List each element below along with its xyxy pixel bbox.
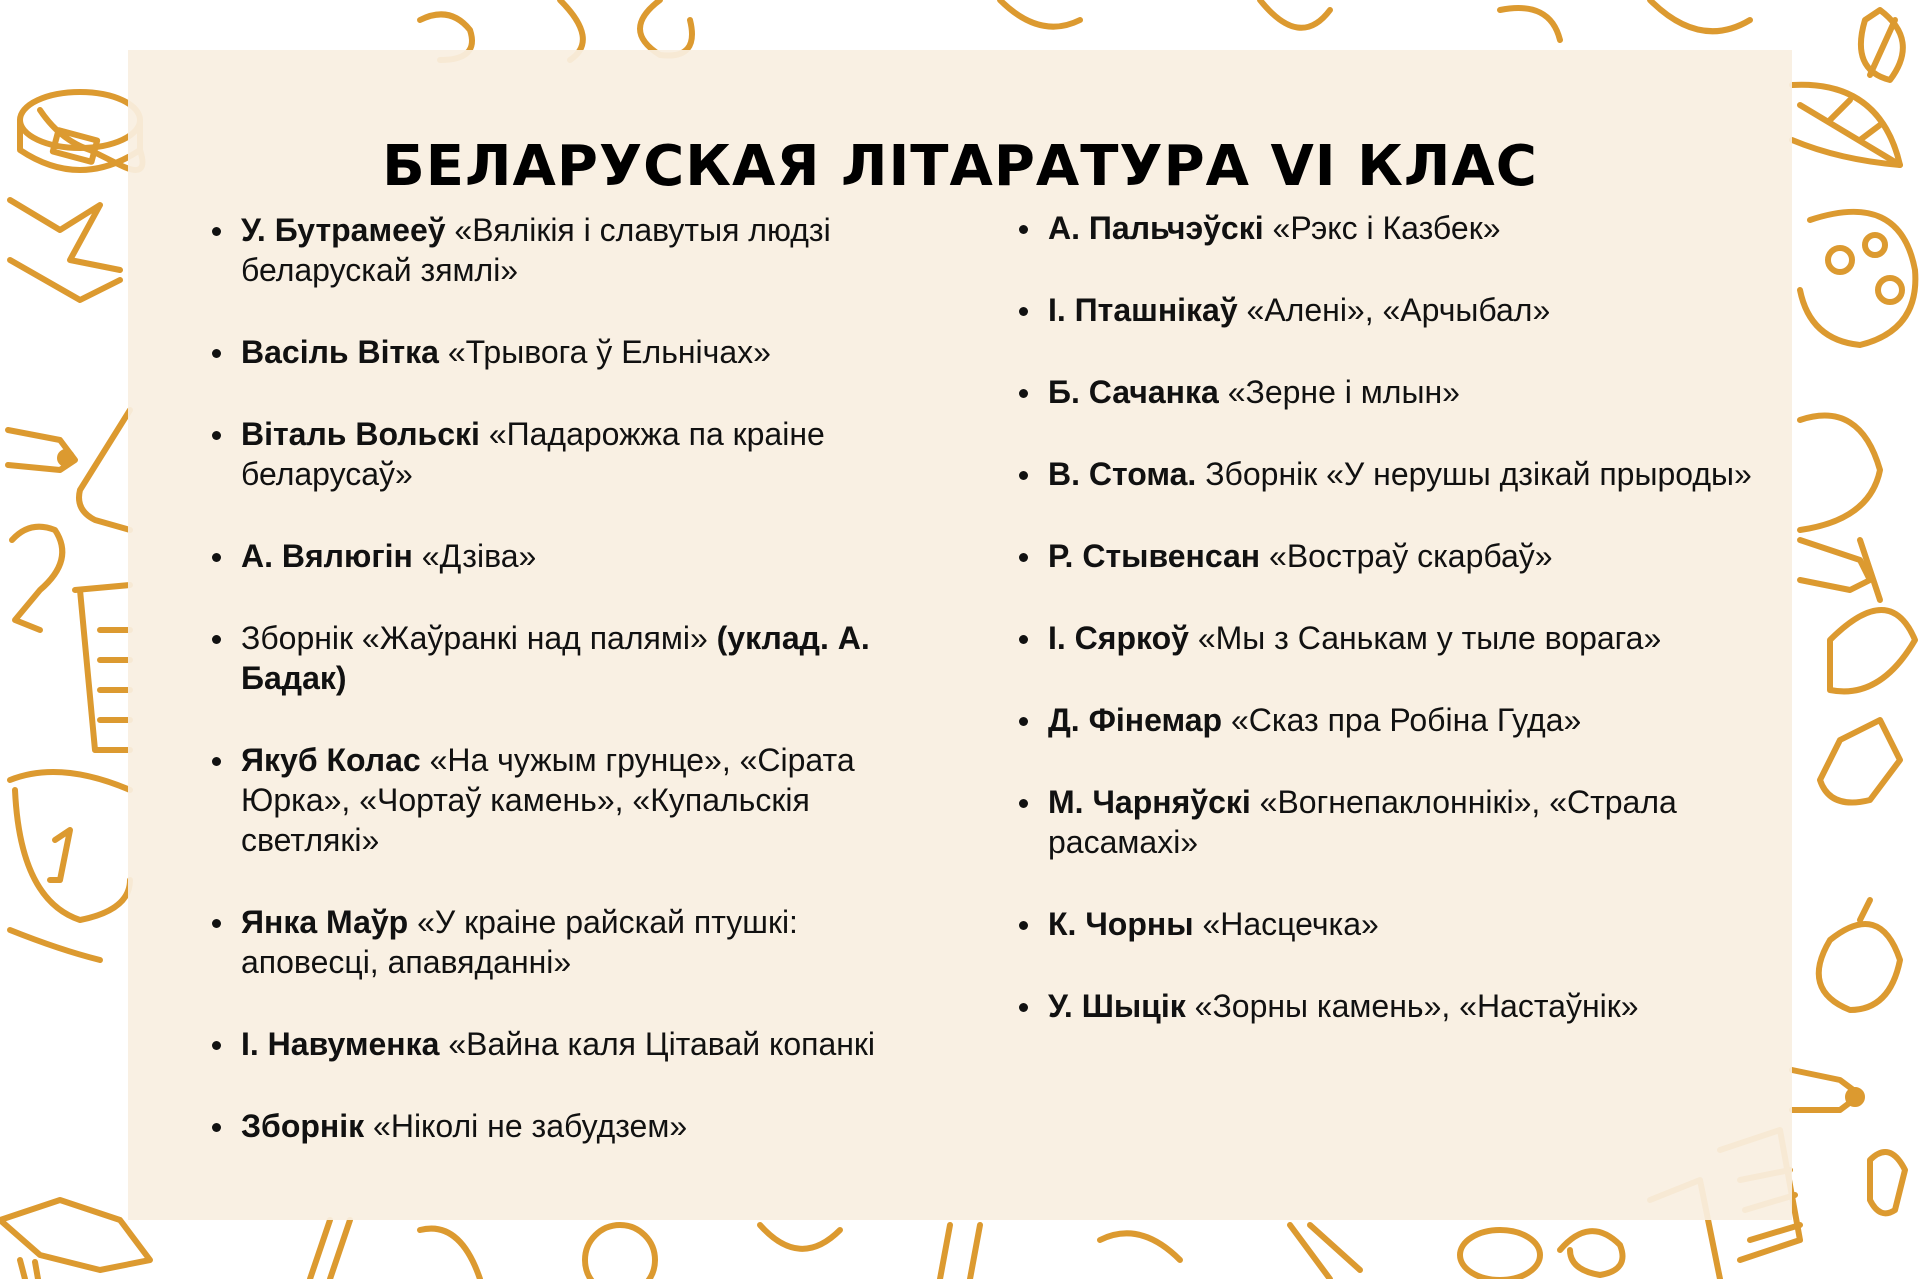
leaf-icon	[1830, 610, 1915, 691]
bullet-icon	[1019, 1003, 1028, 1012]
work-title: «Трывога ў Ельнічах»	[438, 334, 771, 370]
bullet-icon	[1019, 717, 1028, 726]
list-item	[1019, 208, 1759, 248]
list-item	[1019, 290, 1759, 330]
author-name: А. Вялюгін	[241, 538, 413, 574]
bullet-icon	[212, 349, 221, 358]
work-title: «Мы з Санькам у тыле ворага»	[1188, 620, 1662, 656]
bullet-icon	[1019, 389, 1028, 398]
work-title: «Востраў скарбаў»	[1260, 538, 1553, 574]
paperclip-icon	[420, 1229, 480, 1279]
author-name: Зборнік	[241, 1108, 365, 1144]
list-item	[1019, 536, 1759, 576]
work-title: «Насцечка»	[1193, 906, 1379, 942]
list-item	[212, 414, 932, 494]
left-reading-list	[212, 210, 932, 1146]
trophy-cup-icon	[10, 772, 130, 960]
work-title: «Вялікія і славутыя людзі беларускай зямлі»	[241, 212, 831, 288]
author-name: В. Стома.	[1048, 456, 1197, 492]
author-name: Якуб Колас	[241, 742, 421, 778]
list-item	[212, 332, 932, 372]
pencil-icon	[1792, 1070, 1862, 1110]
author-name: І. Навуменка	[241, 1026, 440, 1062]
bullet-icon	[212, 635, 221, 644]
author-name: М. Чарняўскі	[1048, 784, 1251, 820]
scissors-icon	[1290, 1225, 1360, 1279]
work-title: Зборнік «У нерушы дзікай прыроды»	[1196, 456, 1752, 492]
list-item	[212, 536, 932, 576]
work-title: «Дзіва»	[412, 538, 537, 574]
letter-a-icon	[1560, 1231, 1623, 1275]
circle-doodle	[640, 0, 692, 56]
bullet-icon	[212, 431, 221, 440]
bullet-icon	[1019, 921, 1028, 930]
apple-icon	[1819, 900, 1900, 1010]
list-item	[1019, 782, 1759, 862]
work-title: «Зерне і млын»	[1218, 374, 1460, 410]
work-title: «Рэкс і Казбек»	[1263, 210, 1501, 246]
list-item	[212, 210, 932, 290]
list-item	[212, 740, 932, 860]
work-title: «Вайна каля Цітавай копанкі	[439, 1026, 876, 1062]
smile-doodle	[760, 1225, 840, 1249]
list-item	[212, 1024, 932, 1064]
bullet-icon	[212, 919, 221, 928]
palette-icon	[1800, 212, 1915, 345]
list-item	[1019, 904, 1759, 944]
work-title: «Падарожжа па краіне беларусаў»	[241, 416, 825, 492]
author-name: У. Шыцік	[1048, 988, 1186, 1024]
bullet-icon	[1019, 471, 1028, 480]
leaf-icon	[1100, 1233, 1180, 1260]
bullet-icon	[1019, 553, 1028, 562]
author-name: Янка Маўр	[241, 904, 409, 940]
bullet-icon	[1019, 799, 1028, 808]
pencil-icon	[940, 1225, 980, 1279]
bullet-icon	[212, 757, 221, 766]
work-title: «Вогнепаклоннікі», «Страла расамахі»	[1048, 784, 1677, 860]
bullet-icon	[1019, 307, 1028, 316]
author-name: Р. Стывенсан	[1048, 538, 1261, 574]
list-item	[1019, 454, 1759, 494]
leaf-icon	[1861, 10, 1903, 80]
bullet-icon	[212, 553, 221, 562]
paperclip-icon	[1870, 1152, 1905, 1213]
author-name: Б. Сачанка	[1048, 374, 1219, 410]
bullet-icon	[212, 1123, 221, 1132]
list-item	[1019, 618, 1759, 658]
list-item	[1019, 700, 1759, 740]
work-title: «У краіне райскай птушкі: аповесці, апавяданні»	[241, 904, 798, 980]
work-title: «На чужым грунце», «Сірата Юрка», «Чортаў камень», «Купальскія светлякі»	[241, 742, 855, 858]
author-name: Д. Фінемар	[1048, 702, 1223, 738]
page-title: БЕЛАРУСКАЯ ЛІТАРАТУРА VI КЛАС	[382, 133, 1538, 199]
list-item	[212, 1106, 932, 1146]
ruler-icon	[310, 1220, 350, 1279]
compiler-name: (уклад. А. Бадак)	[241, 620, 870, 696]
notebook-icon	[79, 410, 130, 530]
work-title: «Алені», «Арчыбал»	[1237, 292, 1551, 328]
author-name: У. Бутрамееў	[241, 212, 446, 248]
author-name: А. Пальчэўскі	[1048, 210, 1264, 246]
number-two-icon	[12, 527, 62, 630]
pencil-icon	[8, 430, 75, 470]
list-item	[212, 902, 932, 982]
number-doodle	[1500, 8, 1560, 40]
list-item	[1019, 372, 1759, 412]
work-title: Зборнік «Жаўранкі над палямі»	[241, 620, 717, 656]
right-reading-list	[1019, 208, 1759, 1026]
paper-icon	[75, 585, 130, 750]
author-name: К. Чорны	[1048, 906, 1194, 942]
flask-icon	[1820, 720, 1900, 803]
globe-icon	[1650, 0, 1750, 31]
eraser-icon	[1460, 1230, 1540, 1279]
work-title: «Зорны камень», «Настаўнік»	[1185, 988, 1639, 1024]
book-icon	[10, 200, 120, 300]
work-title: «Ніколі не забудзем»	[364, 1108, 688, 1144]
list-item	[1019, 986, 1759, 1026]
circle-doodle	[585, 1225, 655, 1279]
work-title: «Сказ пра Робіна Гуда»	[1222, 702, 1582, 738]
list-item	[212, 618, 932, 698]
author-name: Віталь Вольскі	[241, 416, 480, 452]
paperclip-icon	[1000, 0, 1080, 27]
bullet-icon	[1019, 635, 1028, 644]
author-name: І. Сяркоў	[1048, 620, 1189, 656]
author-name: І. Пташнікаў	[1048, 292, 1238, 328]
bullet-icon	[212, 227, 221, 236]
flask-icon	[1260, 0, 1330, 28]
author-name: Васіль Вітка	[241, 334, 439, 370]
bullet-icon	[1019, 225, 1028, 234]
bullet-icon	[212, 1041, 221, 1050]
